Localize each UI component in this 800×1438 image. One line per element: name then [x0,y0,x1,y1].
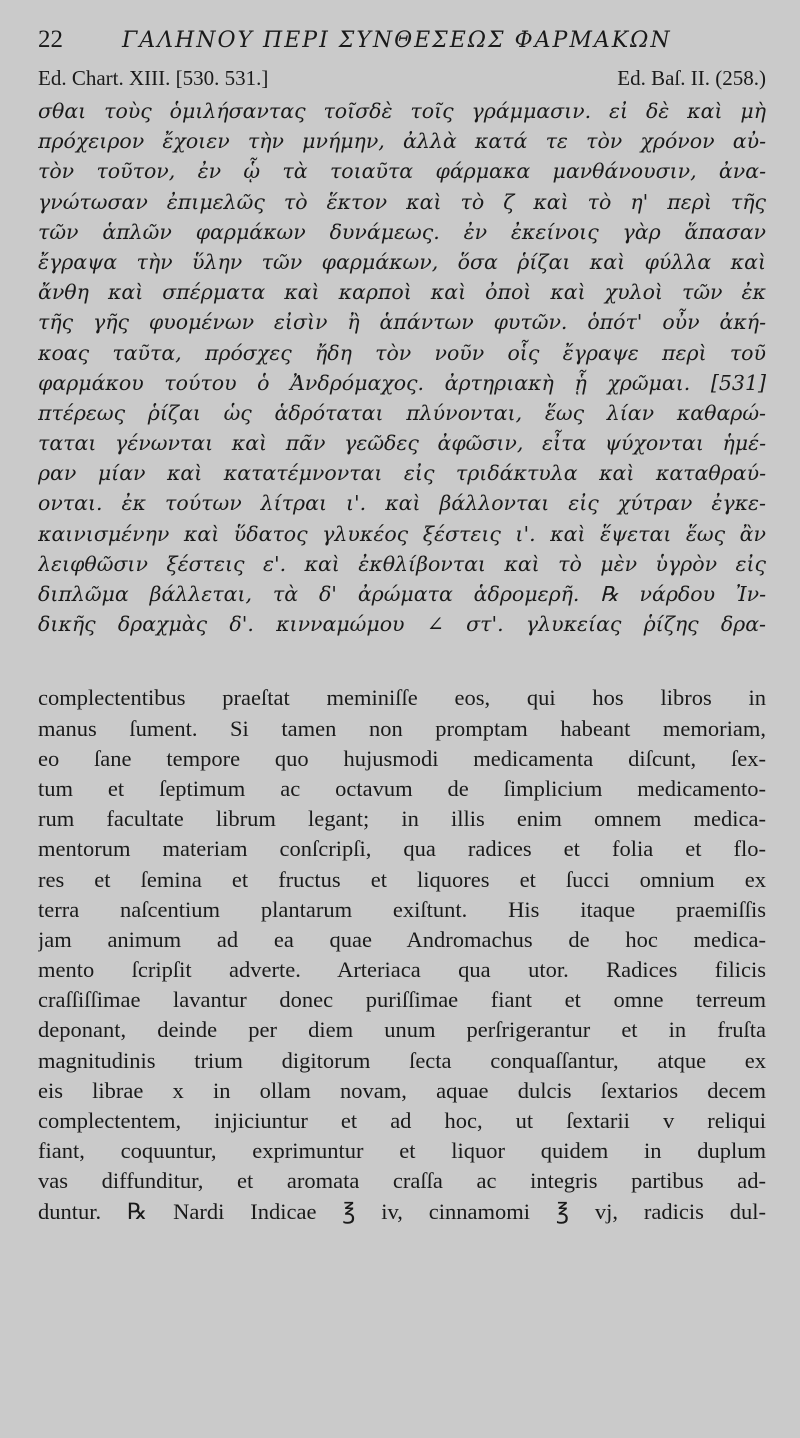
greek-line: ἔγραψα τὴν ὕλην τῶν φαρμάκων, ὅσα ῥίζαι καὶ φύλλα καὶ [38,249,766,274]
greek-line: δικῆς δραχμὰς δ'. κινναμώμου ∠ στ'. γλυκείας ῥίζης δρα- [38,612,766,637]
edition-reference-left: Ed. Chart. XIII. [530. 531.] [38,66,269,90]
latin-line: eis librae x in ollam novam, aquae dulcis ſextarios decem [38,1077,766,1103]
latin-line: rum facultate librum legant; in illis enim omnem medica- [38,806,766,832]
latin-line: fiant, coquuntur, exprimuntur et liquor quidem in duplum [38,1138,766,1164]
greek-line: ονται. ἐκ τούτων λίτραι ι'. καὶ βάλλονται εἰς χύτραν ἐγκε- [38,491,766,516]
page-number: 22 [38,26,63,53]
latin-line: complectentibus praeſtat meminiſſe eos, qui hos libros in [38,685,766,711]
edition-reference-line [38,66,766,96]
greek-line: καινισμένην καὶ ὕδατος γλυκέος ξέστεις ι'. καὶ ἕψεται ἕως ἂν [38,521,766,546]
greek-text-block [38,96,766,639]
greek-line: λειφθῶσιν ξέστεις ε'. καὶ ἐκθλίβονται καὶ τὸ μὲν ὑγρὸν εἰς [38,551,766,576]
greek-line: διπλῶμα βάλλεται, τὰ δ' ἀρώματα ἁδρομερῆ. ℞ νάρδου Ἰν- [38,582,766,606]
greek-line: ραν μίαν καὶ κατατέμνονται εἰς τριδάκτυλα καὶ καταθραύ- [38,461,766,486]
edition-reference-right: Ed. Baſ. II. (258.) [617,66,766,90]
latin-line: res et ſemina et fructus et liquores et ſucci omnium ex [38,866,766,892]
latin-line: mentorum materiam conſcripſi, qua radices et folia et flo- [38,836,766,862]
latin-line: vas diffunditur, et aromata craſſa ac integris partibus ad- [38,1168,766,1194]
greek-line: τὸν τοῦτον, ἐν ᾧ τὰ τοιαῦτα φάρμακα μανθάνουσιν, ἀνα- [38,159,766,184]
greek-line: τῶν ἁπλῶν φαρμάκων δυνάμεως. ἐν ἐκείνοις γὰρ ἅπασαν [38,219,766,244]
latin-line: mento ſcripſit adverte. Arteriaca qua utor. Radices filicis [38,957,766,983]
latin-line: terra naſcentium plantarum exiſtunt. His itaque praemiſſis [38,896,766,922]
greek-line: κοας ταῦτα, πρόσχες ἤδη τὸν νοῦν οἷς ἔγραψε περὶ τοῦ [38,340,766,365]
latin-line: magnitudinis trium digitorum ſecta conquaſſantur, atque ex [38,1047,766,1073]
latin-line: manus ſument. Si tamen non promptam habeant memoriam, [38,715,766,741]
latin-text-block [38,683,766,1226]
greek-line: γνώτωσαν ἐπιμελῶς τὸ ἕκτον καὶ τὸ ζ καὶ τὸ η' περὶ τῆς [38,189,766,214]
greek-line: σθαι τοὺς ὁμιλήσαντας τοῖσδὲ τοῖς γράμμασιν. εἰ δὲ καὶ μὴ [38,99,766,123]
greek-line: πτέρεως ῥίζαι ὡς ἁδρόταται πλύνονται, ἕως λίαν καθαρώ- [38,400,766,425]
latin-line: tum et ſeptimum ac octavum de ſimplicium medicamento- [38,775,766,801]
latin-line: craſſiſſimae lavantur donec puriſſimae fiant et omne terreum [38,987,766,1013]
latin-line: complectentem, injiciuntur et ad hoc, ut ſextarii v reliqui [38,1108,766,1133]
page-header [38,0,766,70]
greek-line: ἄνθη καὶ σπέρματα καὶ καρποὶ καὶ ὀποὶ καὶ χυλοὶ τῶν ἐκ [38,280,766,305]
greek-line: τῆς γῆς φυομένων εἰσὶν ἢ ἁπάντων φυτῶν. ὁπότ' οὖν ἀκή- [38,310,766,335]
greek-line: φαρμάκου τούτου ὁ Ἀνδρόμαχος. ἀρτηριακὴ ᾗ χρῶμαι. [531] [38,370,766,395]
latin-line: deponant, deinde per diem unum perſrigerantur et in fruſta [38,1017,766,1043]
greek-line: ταται γένωνται καὶ πᾶν γεῶδες ἀφῶσιν, εἶτα ψύχονται ἡμέ- [38,431,766,456]
running-title: ΓΑΛΗΝΟΥ ΠΕΡΙ ΣΥΝΘΕΣΕΩΣ ΦΑΡΜΑΚΩΝ [122,28,672,53]
latin-line: eo ſane tempore quo hujusmodi medicamenta diſcunt, ſex- [38,745,766,771]
greek-line: πρόχειρον ἔχοιεν τὴν μνήμην, ἀλλὰ κατά τε τὸν χρόνον αὐ- [38,129,766,154]
latin-line: jam animum ad ea quae Andromachus de hoc medica- [38,926,766,952]
latin-line: duntur. ℞ Nardi Indicae ℥ iv, cinnamomi ℥ vj, radicis dul- [38,1198,766,1224]
